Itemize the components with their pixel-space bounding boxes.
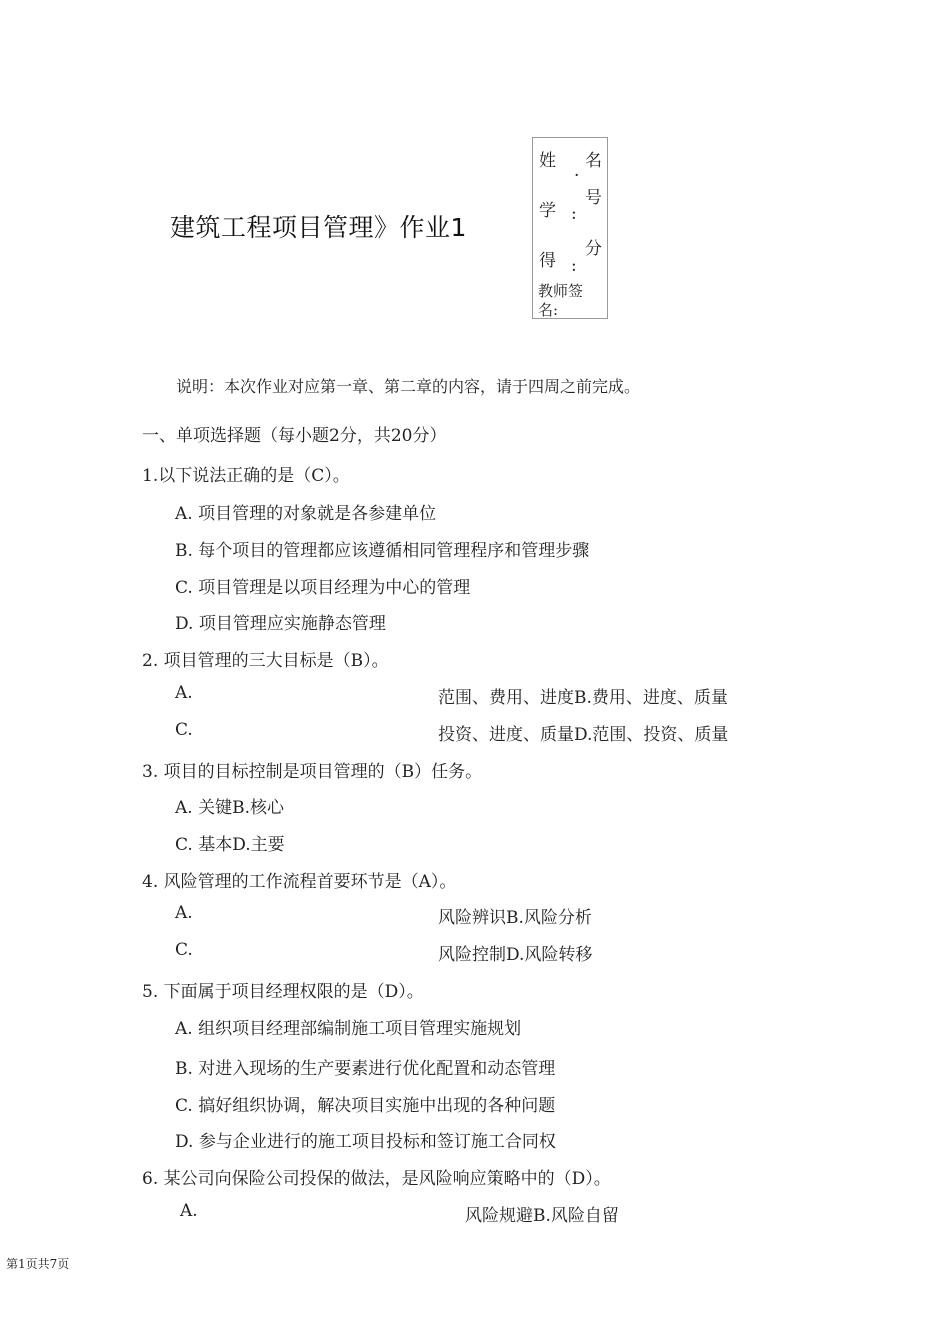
question-5-option-a: A. 组织项目经理部编制施工项目管理实施规划 (175, 1019, 522, 1039)
question-3-options-ab: A. 关键B.核心 (175, 798, 284, 818)
page-footer: 第1页共7页 (6, 1257, 70, 1271)
question-4-options-cd: 风险控制D.风险转移 (438, 945, 593, 965)
question-3-options-cd: C. 基本D.主要 (175, 835, 285, 855)
question-1-stem: 1.以下说法正确的是（C）。 (142, 466, 350, 486)
question-6-stem: 6. 某公司向保险公司投保的做法，是风险响应策略中的（D）。 (142, 1169, 611, 1189)
question-5-stem: 5. 下面属于项目经理权限的是（D）。 (142, 982, 424, 1002)
info-id-char-1: 学 (539, 201, 556, 221)
question-5-option-b: B. 对进入现场的生产要素进行优化配置和动态管理 (175, 1059, 556, 1079)
question-4-option-a-label: A. (175, 903, 193, 923)
question-6-option-a-label: A. (180, 1201, 198, 1221)
question-5-option-c: C. 搞好组织协调，解决项目实施中出现的各种问题 (175, 1096, 556, 1116)
info-score-colon: : (571, 256, 577, 276)
question-1-option-c: C. 项目管理是以项目经理为中心的管理 (175, 578, 471, 598)
section-heading: 一、单项选择题（每小题2分，共20分） (142, 426, 447, 446)
question-1-option-a: A. 项目管理的对象就是各参建单位 (175, 504, 437, 524)
question-4-stem: 4. 风险管理的工作流程首要环节是（A）。 (142, 872, 457, 892)
question-4-option-c-label: C. (175, 940, 193, 960)
info-teacher-label: 教师签 (538, 282, 584, 300)
info-score-char-1: 得 (539, 251, 556, 271)
question-2-options-cd: 投资、进度、质量D.范围、投资、质量 (438, 725, 729, 745)
info-id-char-2: 号 (585, 188, 602, 208)
question-5-option-d: D. 参与企业进行的施工项目投标和签订施工合同权 (175, 1132, 556, 1152)
student-info-box (532, 137, 608, 319)
question-2-option-c-label: C. (175, 720, 193, 740)
info-name-char-1: 姓 (539, 151, 556, 171)
question-1-option-b: B. 每个项目的管理都应该遵循相同管理程序和管理步骤 (175, 541, 590, 561)
info-teacher-label-2: 名: (538, 301, 559, 319)
info-name-colon: · (574, 166, 580, 186)
question-3-stem: 3. 项目的目标控制是项目管理的（B）任务。 (142, 762, 483, 782)
document-title: 建筑工程项目管理》作业1 (170, 213, 467, 242)
question-2-stem: 2. 项目管理的三大目标是（B）。 (142, 651, 389, 671)
info-id-colon: : (571, 204, 577, 224)
question-6-options-ab: 风险规避B.风险自留 (465, 1206, 619, 1226)
info-score-char-2: 分 (585, 239, 602, 259)
question-2-option-a-label: A. (175, 683, 193, 703)
instructions-note: 说明：本次作业对应第一章、第二章的内容，请于四周之前完成。 (176, 377, 641, 396)
question-1-option-d: D. 项目管理应实施静态管理 (175, 614, 386, 634)
info-name-char-2: 名 (585, 151, 602, 171)
question-4-options-ab: 风险辨识B.风险分析 (438, 908, 592, 928)
question-2-options-ab: 范围、费用、进度B.费用、进度、质量 (438, 688, 728, 708)
